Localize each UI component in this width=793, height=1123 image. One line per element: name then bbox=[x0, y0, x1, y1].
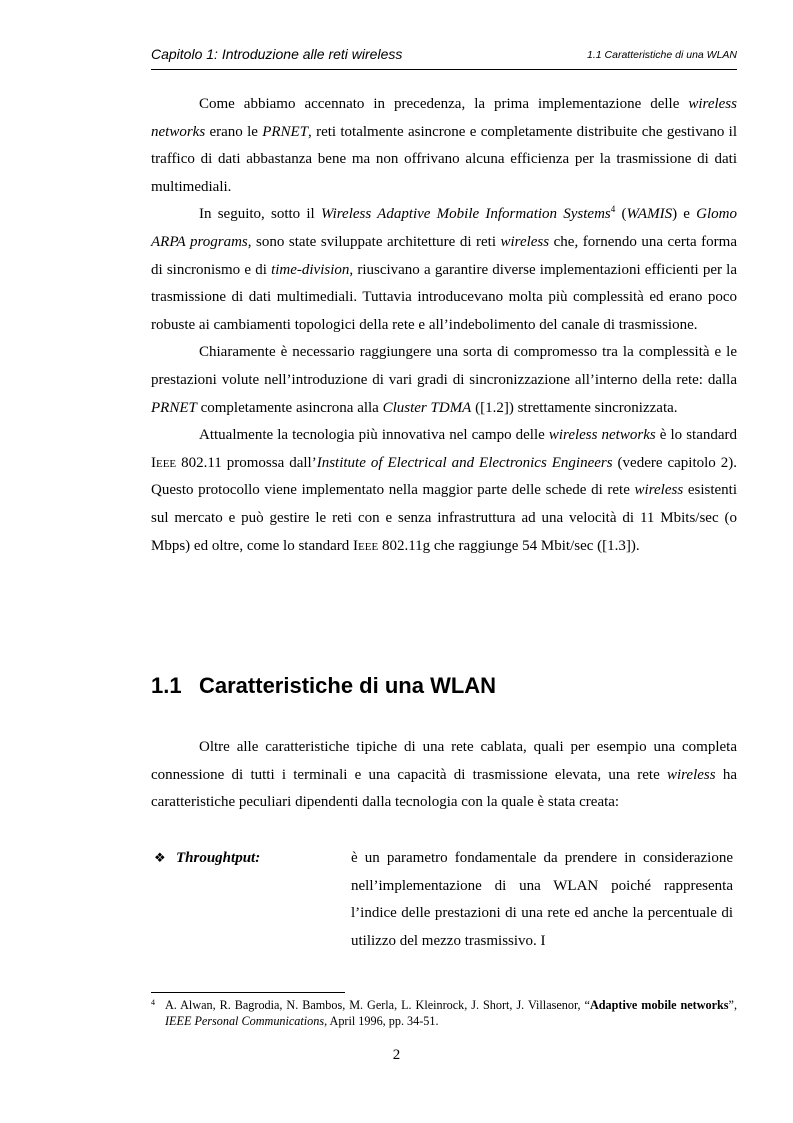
paragraph bbox=[151, 422, 737, 560]
italic-run: PRNET bbox=[151, 399, 197, 416]
footnote-text bbox=[151, 997, 737, 1029]
italic-run: WAMIS bbox=[626, 206, 673, 223]
paragraph bbox=[151, 91, 737, 201]
italic-run: wireless networks bbox=[548, 427, 656, 444]
text-run: Oltre alle caratteristiche tipiche di una rete cablata, quali per esempio una completa connessione di tutti i terminali e una capacità di trasmissione elevata, una rete bbox=[151, 739, 737, 783]
text-run: erano le bbox=[205, 123, 263, 140]
italic-run: wireless bbox=[666, 766, 716, 783]
text-run: , April 1996, pp. 34-51. bbox=[324, 1014, 439, 1028]
italic-run: Institute of Electrical and Electronics Engineers bbox=[316, 454, 613, 471]
text-run: 802.11 promossa dall’ bbox=[176, 454, 317, 471]
diamond-bullet-icon: ❖ bbox=[154, 851, 166, 866]
italic-run: Glomo ARPA programs bbox=[151, 206, 737, 250]
text-run: ”, bbox=[728, 998, 737, 1012]
text-run: ([1.2]) strettamente sincronizzata. bbox=[471, 399, 678, 416]
bold-run: Adaptive mobile networks bbox=[589, 998, 729, 1012]
italic-run: time-division bbox=[271, 261, 350, 278]
section-intro bbox=[151, 734, 737, 817]
text-run: che, fornendo una certa forma di sincronismo e di bbox=[151, 233, 737, 278]
italic-run: wireless networks bbox=[151, 96, 737, 140]
text-run: , riuscivano a garantire diverse implementazioni efficienti per la trasmissione di dati multimediali. Tuttavia introducevano molta più complessità ed erano poco robuste ai cambiamenti topologici della rete e all’indebolimento del canale di trasmissione. bbox=[151, 261, 737, 333]
definition-term bbox=[154, 845, 260, 873]
italic-run: Cluster TDMA bbox=[382, 399, 472, 416]
footnote-mark: 4 bbox=[151, 998, 155, 1007]
text-run: (vedere capitolo 2). Questo protocollo viene implementato nella maggior parte delle schede di rete bbox=[151, 454, 737, 499]
definition-description: è un parametro fondamentale da prendere in considerazione nell’implementazione di una WLAN poiché rappresenta l’indice delle prestazioni di una rete ed anche la percentuale di utilizzo del mezzo trasmissivo. I bbox=[351, 850, 733, 949]
italic-run: wireless bbox=[500, 233, 550, 250]
text-run: Come abbiamo accennato in precedenza, la prima implementazione delle bbox=[199, 96, 689, 112]
italic-run: wireless bbox=[634, 482, 684, 499]
text-run: è lo standard bbox=[655, 427, 738, 444]
text-run: completamente asincrona alla bbox=[196, 399, 383, 416]
italic-run: Wireless Adaptive Mobile Information Systems bbox=[320, 206, 611, 223]
definition-term-label: Throughtput: bbox=[176, 850, 261, 866]
text-run: , sono state sviluppate architetture di reti bbox=[247, 233, 501, 250]
footnote-reference: 4 bbox=[610, 204, 616, 215]
text-run: ) e bbox=[672, 206, 697, 223]
italic-run: PRNET bbox=[262, 123, 309, 140]
paragraph bbox=[151, 201, 737, 339]
text-run: A. Alwan, R. Bagrodia, N. Bambos, M. Gerla, L. Kleinrock, J. Short, J. Villasenor, “ bbox=[165, 998, 590, 1012]
smallcaps-run: Ieee bbox=[353, 537, 379, 554]
text-run: esistenti sul mercato e può gestire le reti con e senza infrastruttura ad una velocità di 11 Mbits/sec (o Mbps) ed oltre, come lo standard bbox=[151, 482, 737, 554]
smallcaps-run: Ieee bbox=[151, 454, 177, 471]
section-title: Caratteristiche di una WLAN bbox=[199, 673, 497, 698]
text-run: In seguito, sotto il bbox=[199, 206, 321, 223]
body-text bbox=[151, 91, 737, 560]
text-run: ha caratteristiche peculiari dipendenti dalla tecnologia con la quale è stata creata: bbox=[151, 766, 737, 811]
text-run: Attualmente la tecnologia più innovativa nel campo delle bbox=[199, 427, 549, 444]
italic-run: IEEE Personal Communications bbox=[165, 1014, 325, 1028]
paragraph bbox=[151, 734, 737, 817]
text-run: , reti totalmente asincrone e completamente distribuite che gestivano il traffico di dati abbastanza bene ma non offrivano alcuna efficienza per la trasmissione di dati multimediali. bbox=[151, 123, 737, 195]
footnote-rule bbox=[151, 992, 345, 993]
header-rule bbox=[151, 69, 737, 70]
text-run: ( bbox=[615, 206, 627, 223]
running-header bbox=[151, 46, 737, 66]
text-run: 802.11g che raggiunge 54 Mbit/sec ([1.3]). bbox=[378, 537, 640, 554]
section-number: 1.1 bbox=[151, 673, 182, 698]
paragraph bbox=[151, 339, 737, 422]
page-number: 2 bbox=[392, 1047, 401, 1063]
header-chapter-title: Capitolo 1: Introduzione alle reti wireless bbox=[151, 46, 403, 62]
footnote bbox=[151, 997, 737, 1029]
header-section-title: 1.1 Caratteristiche di una WLAN bbox=[587, 49, 737, 61]
section-heading bbox=[151, 671, 737, 701]
text-run: Chiaramente è necessario raggiungere una sorta di compromesso tra la complessità e le prestazioni volute nell’introduzione di vari gradi di sincronizzazione all’interno della rete: dalla bbox=[151, 344, 737, 388]
